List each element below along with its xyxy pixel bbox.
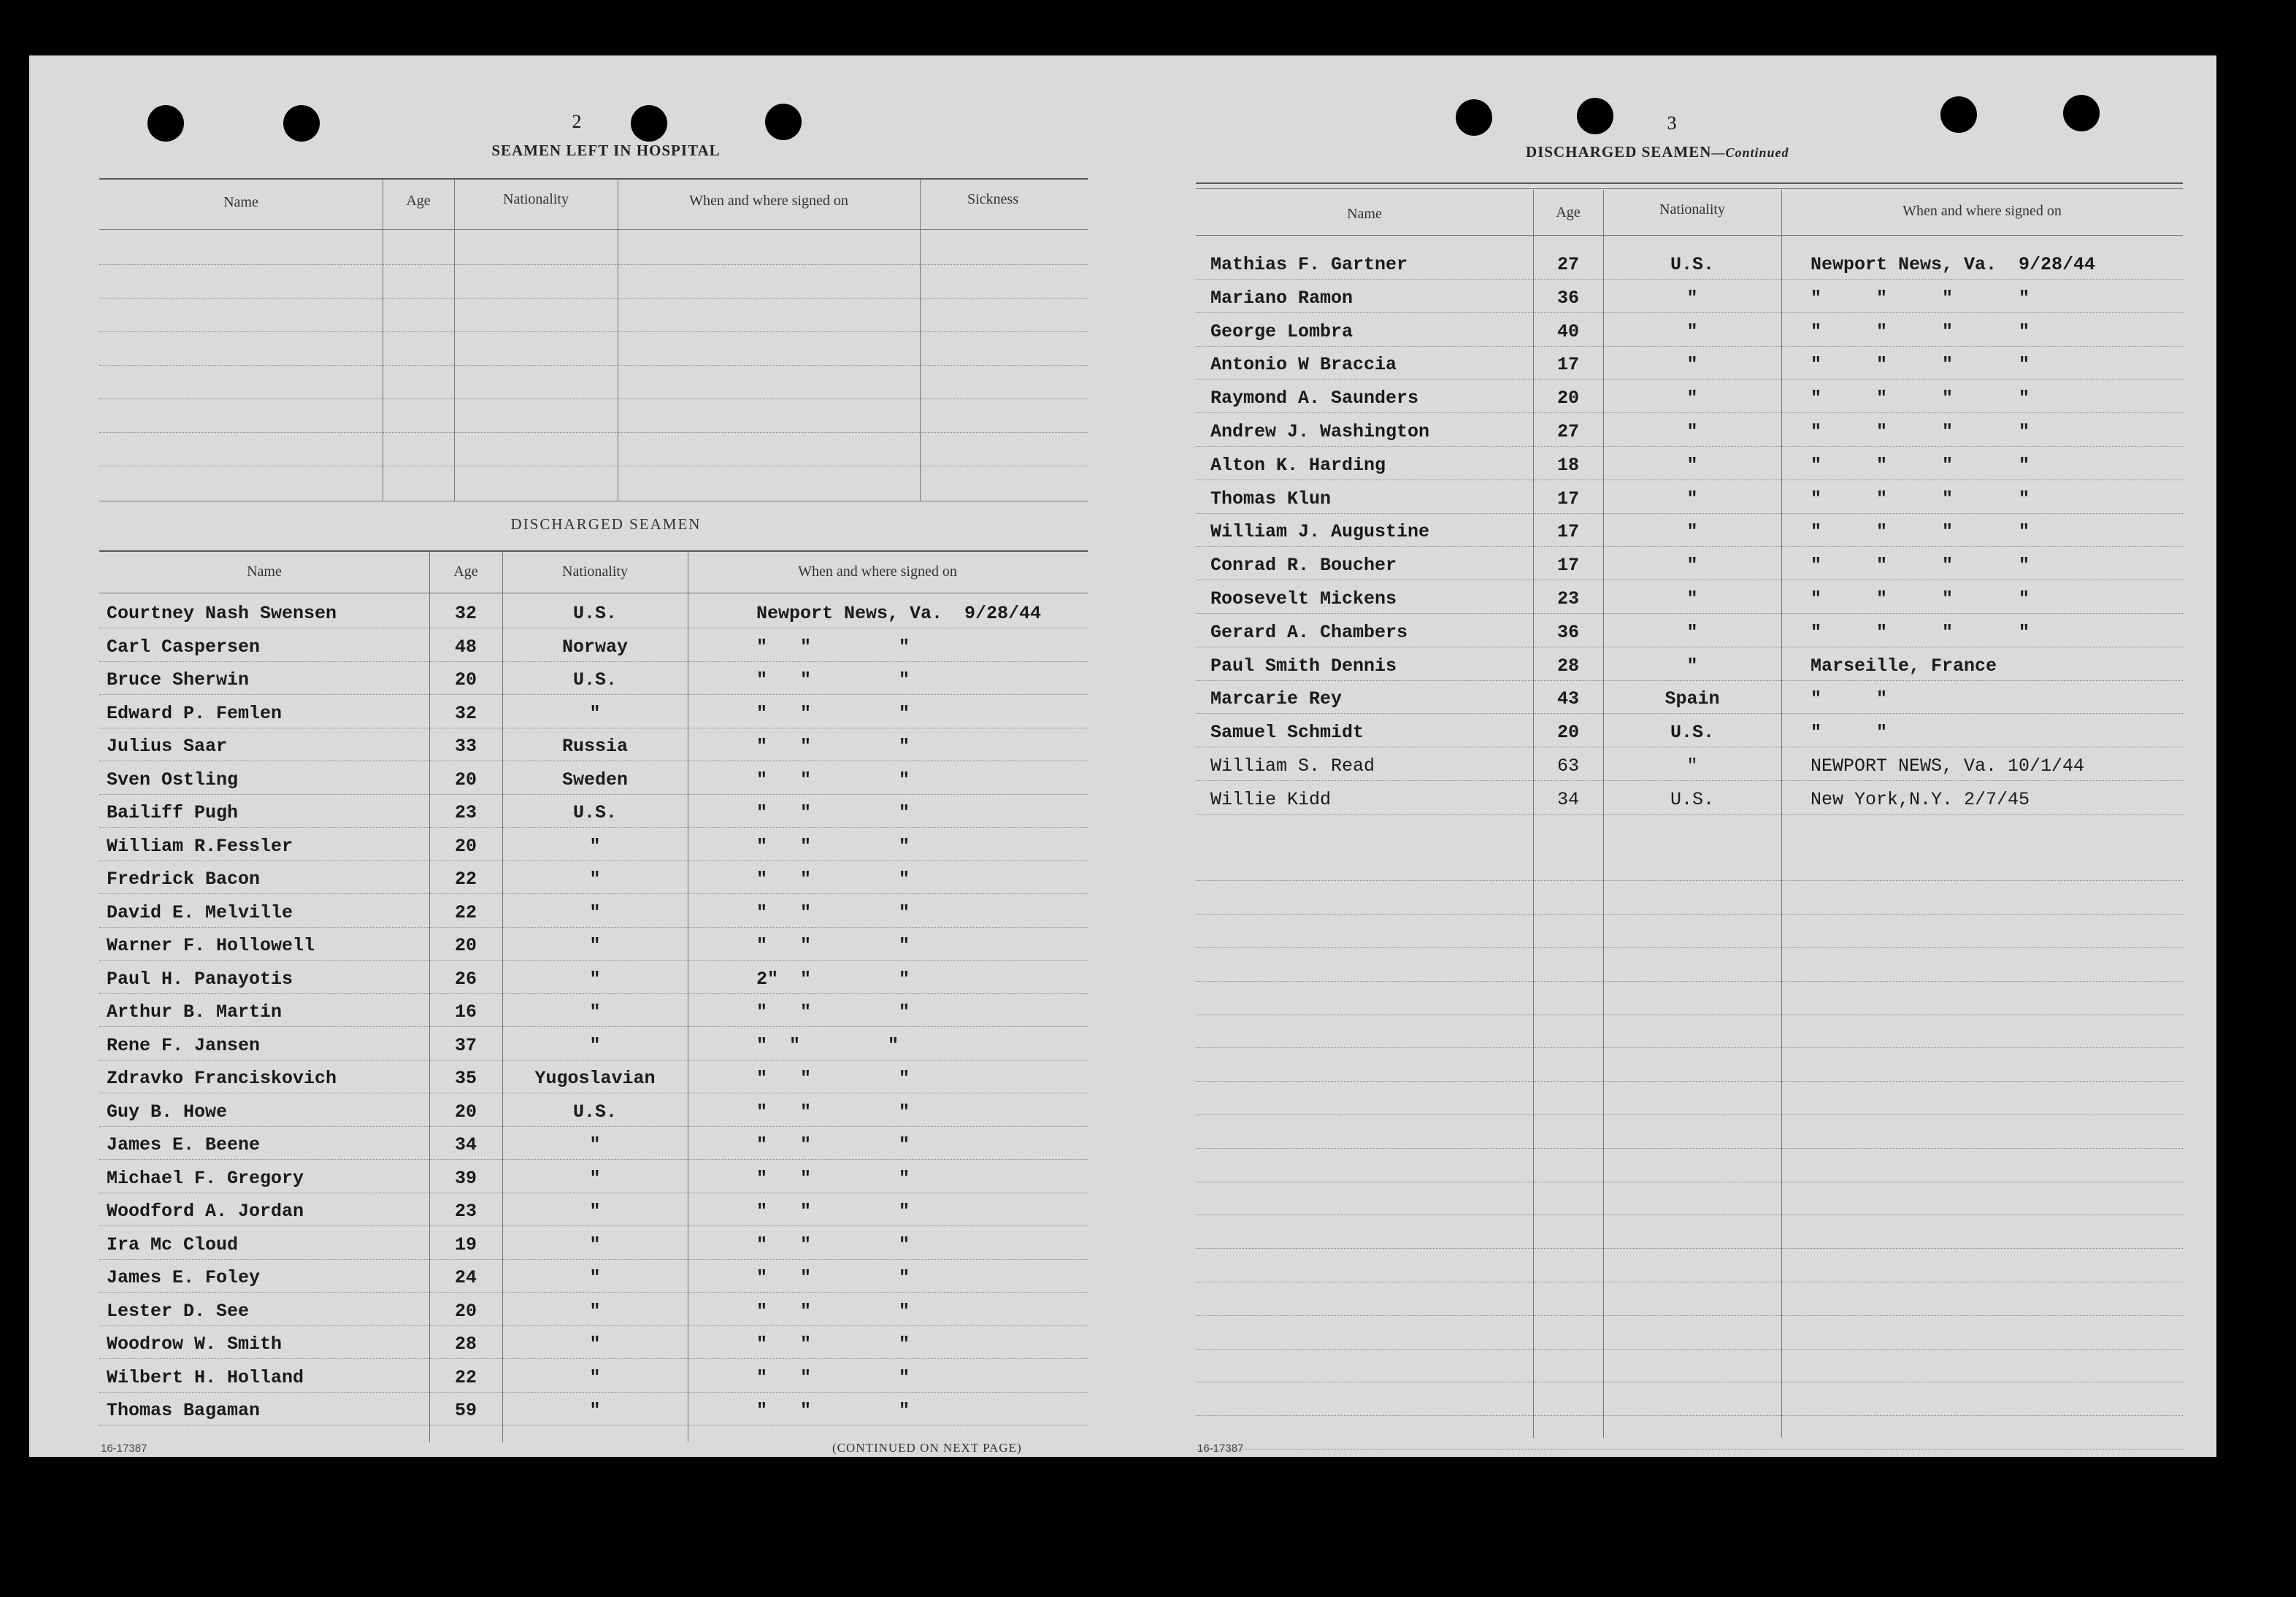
seaman-signed-on: " " [1811, 688, 1888, 709]
right-header-name: Name [1347, 206, 1382, 222]
hospital-header-age: Age [406, 193, 431, 209]
seaman-signed-on: " " " [756, 769, 910, 790]
seaman-name: Rene F. Jansen [107, 1035, 261, 1056]
seaman-signed-on: " " " [756, 1201, 910, 1222]
seaman-age: 19 [454, 1234, 477, 1255]
seaman-nationality: " [589, 1001, 601, 1023]
seaman-age: 36 [1556, 288, 1579, 309]
seaman-name: George Lombra [1210, 321, 1354, 342]
seaman-signed-on: " " " [756, 1234, 910, 1255]
seaman-age: 17 [1556, 488, 1579, 509]
seaman-nationality: " [1686, 521, 1698, 542]
seaman-age: 16 [454, 1001, 477, 1023]
seaman-signed-on: " " " [756, 1267, 910, 1288]
seaman-nationality: " [1686, 321, 1698, 342]
seaman-name: Mathias F. Gartner [1210, 254, 1408, 275]
punch-hole [283, 105, 320, 142]
seaman-nationality: " [589, 869, 601, 890]
punch-hole [1577, 98, 1613, 134]
left-page-number: 2 [572, 111, 582, 132]
seaman-name: Carl Caspersen [107, 636, 261, 658]
seaman-age: 17 [1556, 555, 1579, 576]
left-page-title: SEAMEN LEFT IN HOSPITAL [491, 142, 721, 159]
empty-row-line [1196, 947, 2183, 948]
seaman-name: Raymond A. Saunders [1210, 388, 1419, 409]
empty-row-line [1196, 1449, 2183, 1450]
seaman-name: Lester D. See [107, 1301, 250, 1322]
seaman-name: Thomas Bagaman [107, 1400, 261, 1421]
seaman-signed-on: " " " " [1811, 421, 2030, 442]
seaman-nationality: " [589, 935, 601, 956]
seaman-age: 32 [454, 603, 477, 624]
seaman-signed-on: NEWPORT NEWS, Va. 10/1/44 [1811, 755, 2085, 777]
empty-row-line [1196, 1081, 2183, 1082]
seaman-age: 17 [1556, 354, 1579, 375]
seaman-nationality: " [589, 1301, 601, 1322]
seaman-name: Gerard A. Chambers [1210, 622, 1408, 643]
right-form-code: 16-17387 [1197, 1442, 1244, 1455]
seaman-name: Wilbert H. Holland [107, 1367, 304, 1388]
seaman-name: Bruce Sherwin [107, 669, 250, 690]
seaman-age: 34 [454, 1134, 477, 1155]
seaman-signed-on: " " " [756, 1168, 910, 1189]
seaman-age: 20 [454, 1301, 477, 1322]
seaman-nationality: " [589, 1367, 601, 1388]
seaman-signed-on: " " " " [1811, 288, 2030, 309]
discharged-seamen-title: DISCHARGED SEAMEN [510, 515, 702, 533]
seaman-signed-on: Newport News, Va. 9/28/44 [756, 603, 1042, 624]
seaman-nationality: " [589, 1234, 601, 1255]
discharged-header-name: Name [247, 563, 282, 580]
seaman-nationality: " [1686, 555, 1698, 576]
seaman-signed-on: " " " [756, 836, 910, 857]
seaman-age: 43 [1556, 688, 1579, 709]
seaman-signed-on: " " " " [1811, 488, 2030, 509]
seaman-age: 37 [454, 1035, 477, 1056]
seaman-name: Bailiff Pugh [107, 802, 239, 823]
hospital-table-top [99, 178, 1088, 180]
seaman-age: 48 [454, 636, 477, 658]
empty-row-line [1196, 1047, 2183, 1048]
empty-row-line [1196, 914, 2183, 915]
seaman-nationality: " [589, 969, 601, 990]
seaman-nationality: " [1686, 655, 1698, 677]
seaman-signed-on: " " " " [1811, 455, 2030, 476]
seaman-age: 24 [454, 1267, 477, 1288]
seaman-nationality: U.S. [572, 1101, 617, 1123]
seaman-age: 23 [454, 802, 477, 823]
punch-hole [631, 105, 667, 142]
seaman-nationality: " [589, 902, 601, 923]
seaman-signed-on: " " " [756, 703, 910, 724]
seaman-nationality: " [589, 1267, 601, 1288]
seaman-signed-on: " " [1811, 722, 1888, 743]
continued-note: (CONTINUED ON NEXT PAGE) [832, 1441, 1022, 1455]
seaman-age: 35 [454, 1068, 477, 1089]
right-page-number: 3 [1667, 112, 1677, 134]
right-header-signed: When and where signed on [1903, 203, 2062, 219]
seaman-age: 28 [454, 1334, 477, 1355]
seaman-nationality: " [1686, 388, 1698, 409]
seaman-signed-on: " " " " [1811, 588, 2030, 609]
seaman-signed-on: " " " [756, 1101, 910, 1123]
seaman-nationality: " [1686, 421, 1698, 442]
punch-hole [1940, 96, 1977, 133]
seaman-name: Samuel Schmidt [1210, 722, 1364, 743]
punch-hole [1456, 99, 1492, 136]
seaman-name: Marcarie Rey [1210, 688, 1343, 709]
seaman-nationality: Yugoslavian [534, 1068, 656, 1089]
seaman-name: Michael F. Gregory [107, 1168, 304, 1189]
seaman-signed-on: " " " [756, 1301, 910, 1322]
seaman-age: 20 [454, 836, 477, 857]
seaman-signed-on: " " " [756, 1334, 910, 1355]
seaman-nationality: U.S. [1670, 789, 1714, 810]
seaman-age: 20 [1556, 722, 1579, 743]
seaman-nationality: " [589, 836, 601, 857]
hospital-header-nationality: Nationality [503, 191, 569, 207]
seaman-age: 39 [454, 1168, 477, 1189]
seaman-signed-on: " " " [756, 869, 910, 890]
seaman-name: James E. Foley [107, 1267, 261, 1288]
seaman-name: Edward P. Femlen [107, 703, 283, 724]
seaman-name: Sven Ostling [107, 769, 239, 790]
seaman-age: 18 [1556, 455, 1579, 476]
seaman-signed-on: " " " [756, 669, 910, 690]
seaman-name: Conrad R. Boucher [1210, 555, 1397, 576]
seaman-nationality: U.S. [1670, 254, 1714, 275]
seaman-signed-on: " " " [756, 1367, 910, 1388]
punch-hole [2063, 95, 2100, 131]
empty-row-line [1196, 981, 2183, 982]
seaman-nationality: " [589, 1168, 601, 1189]
seaman-nationality: " [1686, 455, 1698, 476]
right-page-title [1526, 143, 1832, 161]
empty-row-line [1196, 1248, 2183, 1249]
document-sheet [29, 55, 2216, 1457]
right-page-title-text: DISCHARGED SEAMEN [1526, 143, 1712, 161]
right-header-age: Age [1556, 204, 1581, 220]
seaman-age: 23 [1556, 588, 1579, 609]
seaman-signed-on: " " " [756, 902, 910, 923]
seaman-age: 20 [454, 935, 477, 956]
seaman-signed-on: " " " [756, 636, 910, 658]
seaman-signed-on: " " " [756, 736, 910, 757]
seaman-age: 32 [454, 703, 477, 724]
seaman-age: 59 [454, 1400, 477, 1421]
seaman-age: 22 [454, 1367, 477, 1388]
seaman-name: Julius Saar [107, 736, 228, 757]
right-header-nationality: Nationality [1659, 201, 1725, 218]
seaman-nationality: " [589, 1035, 601, 1056]
seaman-age: 20 [454, 769, 477, 790]
seaman-age: 27 [1556, 421, 1579, 442]
empty-row-line [1196, 880, 2183, 881]
seaman-signed-on: " " " " [1811, 354, 2030, 375]
seaman-age: 27 [1556, 254, 1579, 275]
seaman-nationality: " [589, 1201, 601, 1222]
seaman-name: David E. Melville [107, 902, 293, 923]
seaman-age: 20 [454, 1101, 477, 1123]
seaman-signed-on: " " " " [1811, 555, 2030, 576]
seaman-signed-on: " " " " [1811, 321, 2030, 342]
hospital-header-sickness: Sickness [967, 191, 1018, 207]
discharged-header-signed: When and where signed on [798, 563, 957, 580]
seaman-name: James E. Beene [107, 1134, 261, 1155]
seaman-age: 22 [454, 902, 477, 923]
seaman-name: Willie Kidd [1210, 789, 1332, 810]
seaman-nationality: " [589, 1134, 601, 1155]
seaman-name: Warner F. Hollowell [107, 935, 315, 956]
seaman-age: 22 [454, 869, 477, 890]
right-table-top [1196, 182, 2183, 184]
seaman-name: Arthur B. Martin [107, 1001, 283, 1023]
seaman-name: Fredrick Bacon [107, 869, 261, 890]
hospital-header-signed: When and where signed on [689, 193, 848, 209]
seaman-name: Paul Smith Dennis [1210, 655, 1397, 677]
seaman-signed-on: 2" " " [756, 969, 910, 990]
seaman-nationality: " [1686, 755, 1698, 777]
seaman-age: 34 [1556, 789, 1579, 810]
seaman-signed-on: " " " " [1811, 388, 2030, 409]
seaman-signed-on: " " " [756, 1068, 910, 1089]
seaman-nationality: " [1686, 488, 1698, 509]
seaman-signed-on: " " " [756, 1035, 899, 1056]
hospital-header-name: Name [223, 194, 258, 210]
seaman-age: 20 [1556, 388, 1579, 409]
discharged-header-nationality: Nationality [562, 563, 628, 580]
seaman-name: Thomas Klun [1210, 488, 1332, 509]
seaman-signed-on: New York,N.Y. 2/7/45 [1811, 789, 2030, 810]
seaman-signed-on: Marseille, France [1811, 655, 1997, 677]
seaman-age: 63 [1556, 755, 1579, 777]
seaman-name: Courtney Nash Swensen [107, 603, 337, 624]
seaman-name: William S. Read [1210, 755, 1375, 777]
seaman-nationality: U.S. [572, 669, 617, 690]
seaman-name: Andrew J. Washington [1210, 421, 1430, 442]
seaman-name: Ira Mc Cloud [107, 1234, 239, 1255]
seaman-age: 26 [454, 969, 477, 990]
seaman-name: Paul H. Panayotis [107, 969, 293, 990]
empty-row-line [1196, 1315, 2183, 1316]
seaman-signed-on: " " " " [1811, 521, 2030, 542]
empty-row-line [1196, 1349, 2183, 1350]
seaman-signed-on: " " " [756, 1134, 910, 1155]
seaman-name: Alton K. Harding [1210, 455, 1386, 476]
seaman-nationality: " [1686, 288, 1698, 309]
seaman-name: Woodrow W. Smith [107, 1334, 283, 1355]
seaman-signed-on: Newport News, Va. 9/28/44 [1811, 254, 2096, 275]
discharged-header-age: Age [453, 563, 478, 580]
empty-row-line [1196, 1415, 2183, 1416]
seaman-signed-on: " " " [756, 802, 910, 823]
seaman-nationality: " [589, 1400, 601, 1421]
seaman-age: 28 [1556, 655, 1579, 677]
empty-row-line [1196, 1148, 2183, 1149]
seaman-nationality: Sweden [561, 769, 628, 790]
seaman-nationality: " [589, 1334, 601, 1355]
seaman-nationality: Russia [561, 736, 628, 757]
seaman-name: Antonio W Braccia [1210, 354, 1397, 375]
seaman-signed-on: " " " [756, 1001, 910, 1023]
seaman-age: 33 [454, 736, 477, 757]
punch-hole [765, 104, 802, 140]
seaman-nationality: " [1686, 354, 1698, 375]
seaman-signed-on: " " " " [1811, 622, 2030, 643]
seaman-name: Guy B. Howe [107, 1101, 228, 1123]
right-page-title-suffix: —Continued [1711, 145, 1789, 160]
seaman-name: Mariano Ramon [1210, 288, 1354, 309]
seaman-age: 20 [454, 669, 477, 690]
seaman-age: 40 [1556, 321, 1579, 342]
seaman-name: Woodford A. Jordan [107, 1201, 304, 1222]
seaman-nationality: " [1686, 588, 1698, 609]
seaman-age: 17 [1556, 521, 1579, 542]
seaman-name: Zdravko Franciskovich [107, 1068, 337, 1089]
seaman-nationality: U.S. [572, 802, 617, 823]
seaman-name: Roosevelt Mickens [1210, 588, 1397, 609]
left-form-code: 16-17387 [101, 1442, 147, 1455]
seaman-nationality: " [589, 703, 601, 724]
seaman-age: 23 [454, 1201, 477, 1222]
seaman-age: 36 [1556, 622, 1579, 643]
seaman-nationality: " [1686, 622, 1698, 643]
discharged-table-top [99, 550, 1088, 552]
seaman-signed-on: " " " [756, 935, 910, 956]
seaman-signed-on: " " " [756, 1400, 910, 1421]
seaman-name: William J. Augustine [1210, 521, 1430, 542]
seaman-nationality: U.S. [1670, 722, 1714, 743]
punch-hole [147, 105, 184, 142]
seaman-nationality: U.S. [572, 603, 617, 624]
seaman-nationality: Spain [1665, 688, 1720, 709]
seaman-name: William R.Fessler [107, 836, 293, 857]
seaman-nationality: Norway [561, 636, 628, 658]
